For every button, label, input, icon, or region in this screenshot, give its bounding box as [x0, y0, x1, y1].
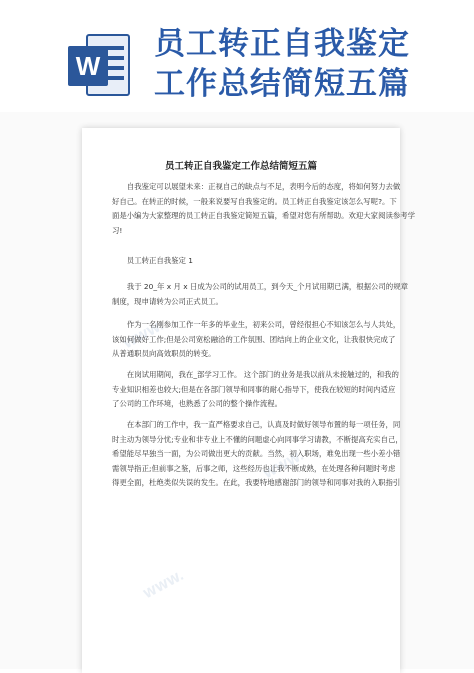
paragraph — [112, 368, 399, 412]
paragraph — [112, 418, 403, 491]
paragraph-line: 习! — [112, 225, 123, 235]
paragraph-line: 专业知识相差也较大;但是在各部门领导和同事的耐心指导下，使我在较短的时间内适应 — [112, 384, 396, 394]
section-heading-line: 员工转正自我鉴定 1 — [126, 256, 193, 265]
paragraph-line: 了公司的工作环境，也熟悉了公司的整个操作流程。 — [112, 399, 282, 409]
paragraph-line: 作为一名刚参加工作一年多的毕业生，初来公司，曾经很担心不知该怎么与人共处， — [126, 320, 401, 329]
paragraph-line: 自我鉴定可以展望未来：正视自己的缺点与不足，表明今后的态度，将如何努力去做 — [126, 182, 401, 191]
paragraph-line: 面是小编为大家整理的员工转正自我鉴定简短五篇，希望对您有所帮助。欢迎大家阅读参考学 — [112, 211, 416, 221]
watermark: WWW. — [141, 568, 187, 602]
paragraph-line: 时主动为领导分忧;专业和非专业上不懂的问题虚心向同事学习请教，不断提高充实自己， — [112, 434, 403, 444]
paragraph-line: 希望能尽早独当一面，为公司做出更大的贡献。当然，初入职场，难免出现一些小差小错 — [112, 449, 401, 459]
paragraph-line: 在本部门的工作中，我一直严格要求自己，认真及时做好领导布置的每一项任务，同 — [126, 420, 401, 429]
paragraph-line: 得更全面，杜绝类似失误的发生。在此，我要特地感谢部门的领导和同事对我的入职指引 — [112, 478, 401, 488]
document-sheet — [82, 128, 416, 673]
word-document-icon — [66, 30, 132, 100]
paragraph-line: 需领导指正;但前事之鉴，后事之师，这些经历也让我不断成熟，在处理各种问题时考虑 — [112, 463, 396, 473]
paragraph-line: 在岗试用期间，我在_部学习工作。 这个部门的业务是我以前从未接触过的，和我的 — [126, 370, 399, 379]
section-heading — [112, 254, 374, 269]
banner-title-line-2: 工作总结简短五篇 — [154, 66, 410, 102]
paragraph-line: 从普通职员向高效职员的转变。 — [112, 349, 216, 359]
paragraph-line: 制度，现申请转为公司正式员工。 — [112, 296, 223, 306]
paragraph-line: 好自己。在转正的时候，一般来说要写自我鉴定的。员工转正自我鉴定该怎么写呢?。下 — [112, 196, 397, 206]
watermark: WWW. — [261, 448, 307, 482]
document-title: 员工转正自我鉴定工作总结简短五篇 — [164, 161, 317, 172]
paragraph-line: 我于 20_年 x 月 x 日成为公司的试用员工，到今天_个月试用期已满，根据公司的规章 — [126, 282, 408, 291]
banner-title-line-1: 员工转正自我鉴定 — [154, 26, 410, 62]
banner — [0, 0, 474, 112]
paragraph — [112, 318, 401, 362]
paragraph — [112, 280, 408, 309]
paragraph-line: 该如何做好工作;但是公司宽松融洽的工作氛围、团结向上的企业文化，让我很快完成了 — [112, 334, 396, 344]
watermark: WWW. — [121, 318, 167, 352]
paragraph — [112, 180, 416, 238]
word-w-tile: W — [68, 46, 108, 86]
banner-title — [154, 24, 454, 104]
